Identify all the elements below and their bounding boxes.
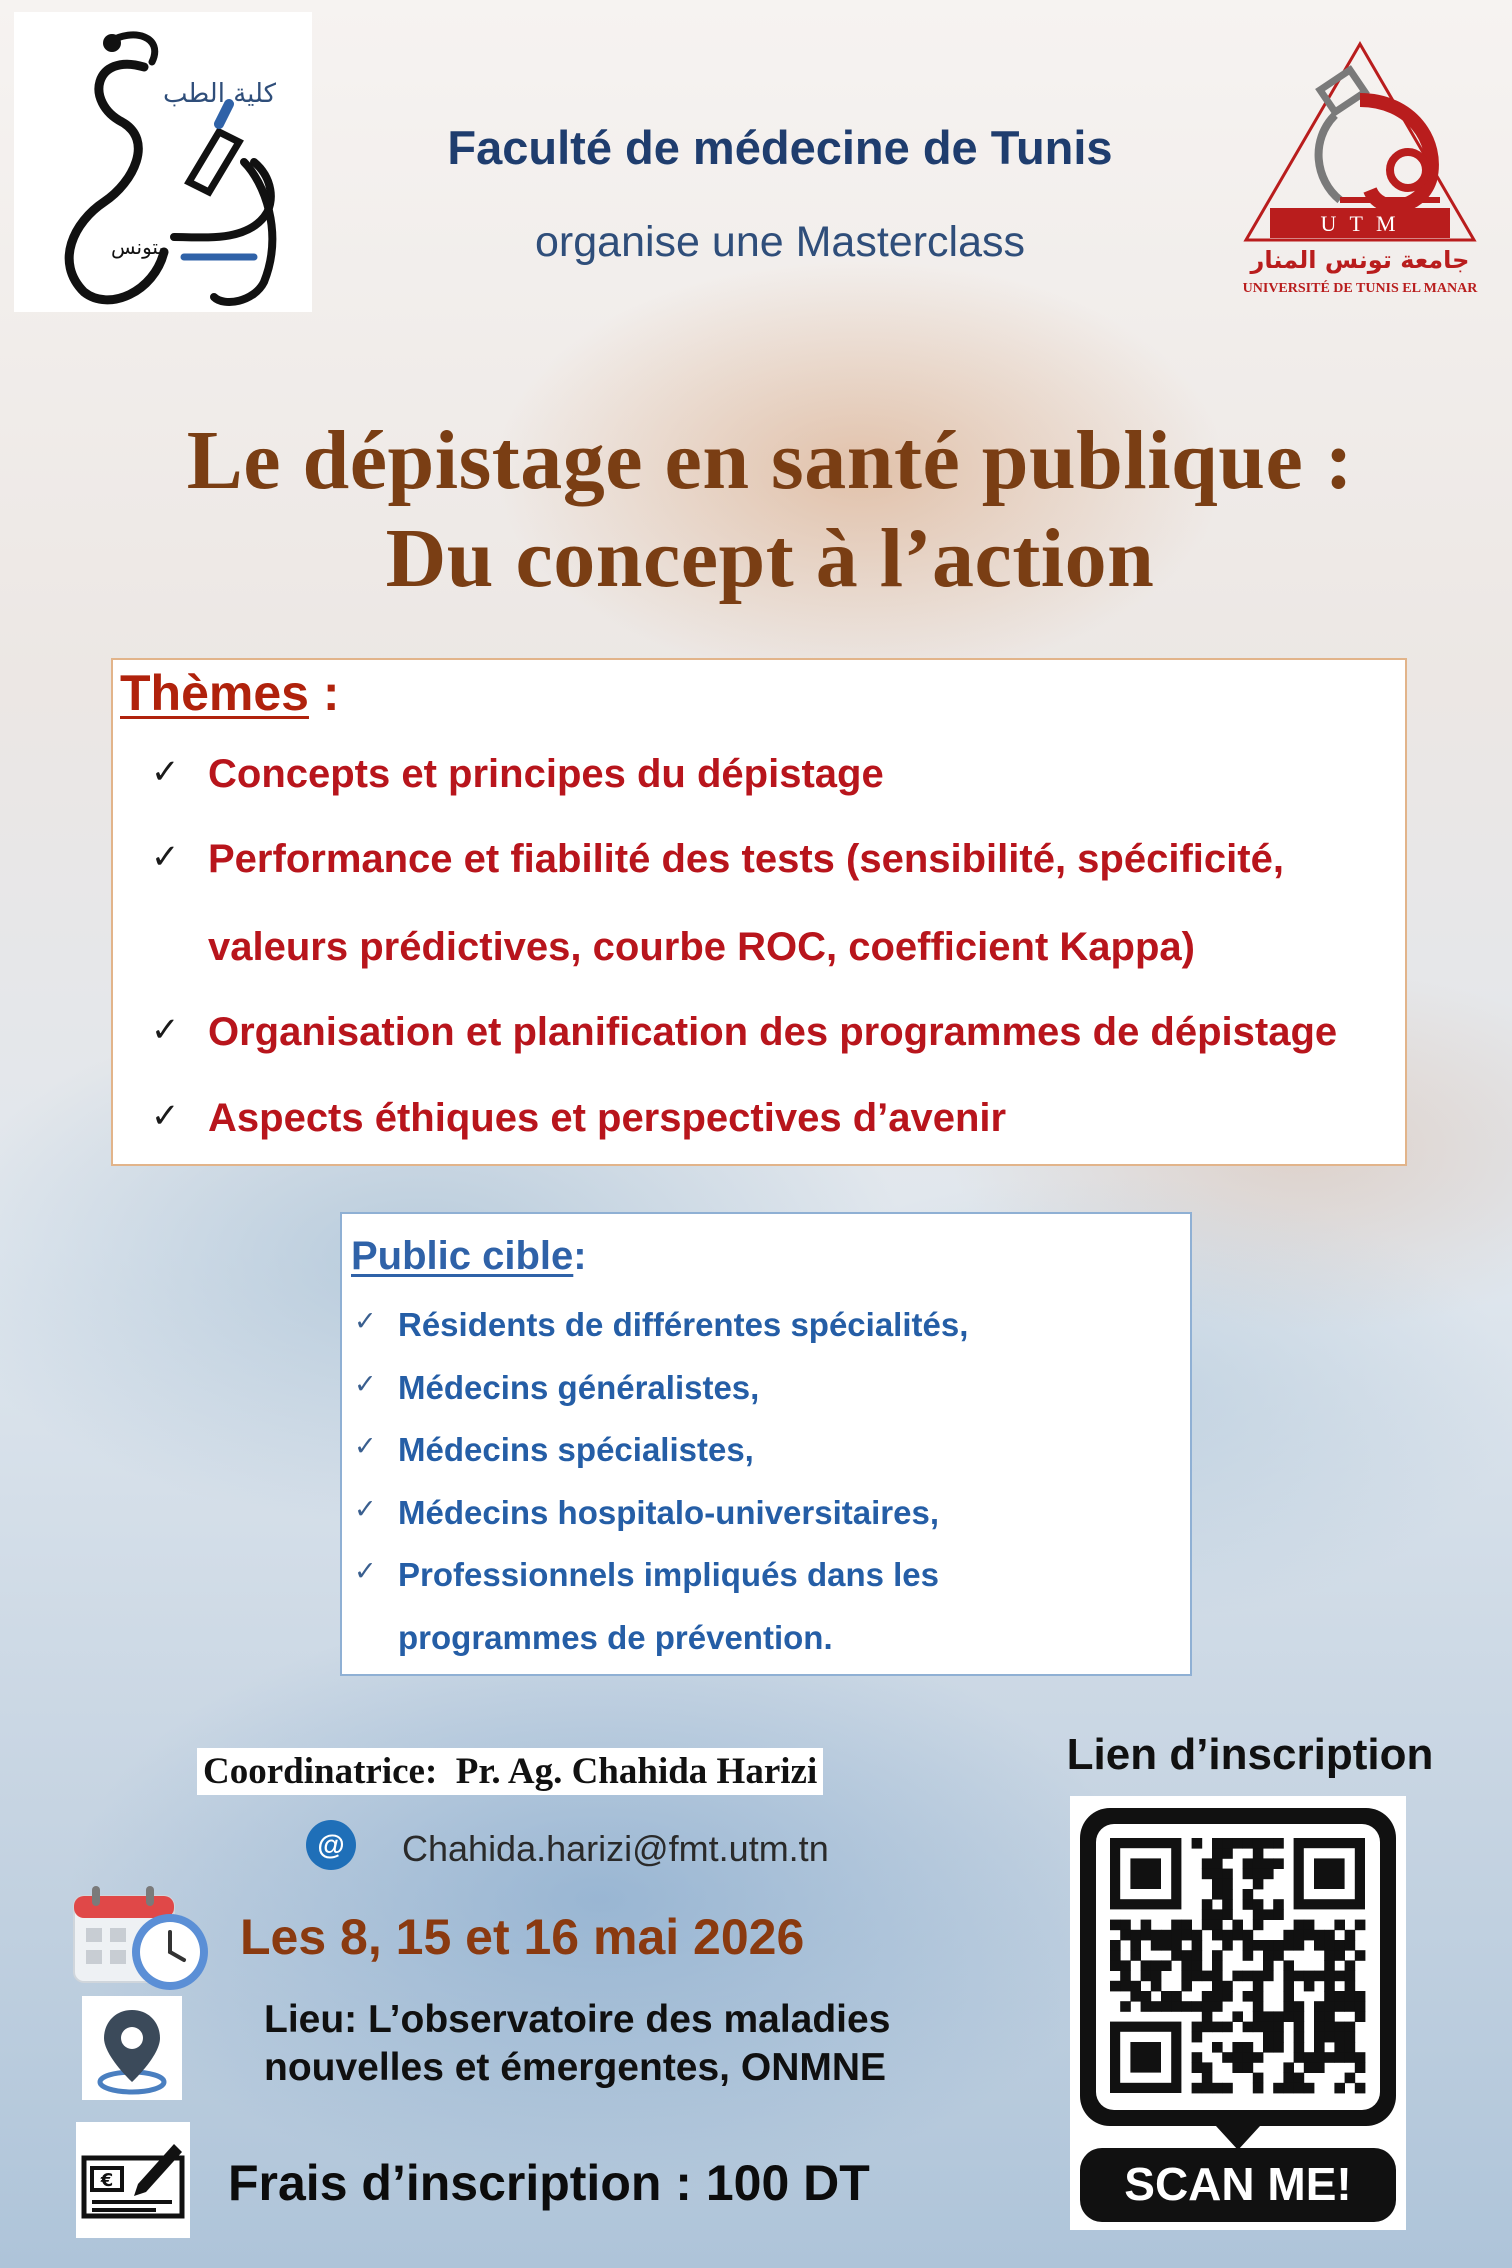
- public-item-text: Médecins spécialistes,: [398, 1431, 754, 1468]
- check-icon: ✓: [151, 1097, 180, 1135]
- coordinator: Coordinatrice: Pr. Ag. Chahida Harizi: [197, 1748, 823, 1795]
- public-heading-suffix: :: [573, 1234, 587, 1278]
- qr-code-frame[interactable]: [1070, 1796, 1406, 2230]
- title-line-2: Du concept à l’action: [385, 512, 1155, 605]
- utm-logo: [1240, 30, 1480, 300]
- faculty-logo-arabic-1: كلية الطب: [162, 79, 276, 109]
- check-icon: ✓: [151, 1011, 180, 1049]
- theme-item-text: Organisation et planification des programmes de dépistage: [208, 1010, 1338, 1054]
- location-pin-icon: [82, 1996, 182, 2100]
- check-icon: ✓: [354, 1556, 377, 1586]
- venue-line-1: Lieu: L’observatoire des maladies: [264, 1998, 891, 2041]
- event-dates: Les 8, 15 et 16 mai 2026: [240, 1909, 805, 1965]
- check-icon: ✓: [354, 1306, 377, 1336]
- themes-heading: [120, 664, 340, 722]
- public-item-text: Professionnels impliqués dans les: [398, 1556, 940, 1593]
- theme-item-text: Performance et fiabilité des tests (sensibilité, spécificité,: [208, 837, 1284, 881]
- masterclass-subtitle: organise une Masterclass: [535, 218, 1025, 266]
- utm-logo-letters: U T M: [1320, 211, 1400, 236]
- title-line-1: Le dépistage en santé publique :: [186, 414, 1354, 507]
- theme-item-text: valeurs prédictives, courbe ROC, coefficient Kappa): [208, 925, 1195, 969]
- check-icon: ✓: [151, 838, 180, 876]
- faculty-logo-arabic-2: بتونس: [111, 235, 164, 259]
- qr-code-icon[interactable]: [1070, 1796, 1406, 2230]
- check-icon: ✓: [354, 1369, 377, 1399]
- venue-line-2: nouvelles et émergentes, ONMNE: [264, 2046, 887, 2089]
- registration-label: Lien d’inscription: [1066, 1730, 1434, 1779]
- email-icon: @: [306, 1820, 356, 1870]
- public-item-text: Médecins généralistes,: [398, 1369, 760, 1406]
- calendar-clock-icon: [70, 1882, 210, 1994]
- public-item-text: Résidents de différentes spécialités,: [398, 1306, 969, 1343]
- utm-logo-latin: UNIVERSITÉ DE TUNIS EL MANAR: [1242, 281, 1478, 296]
- faculty-logo: [14, 12, 312, 312]
- utm-logo-graphic: [1240, 30, 1480, 300]
- venue: [264, 1996, 1024, 2092]
- themes-box: [111, 658, 1407, 1166]
- scan-me-text: SCAN ME!: [1124, 2158, 1352, 2210]
- public-heading-label: Public cible: [351, 1234, 574, 1278]
- check-icon: ✓: [151, 753, 180, 791]
- faculty-name: Faculté de médecine de Tunis: [447, 121, 1113, 174]
- check-icon: ✓: [354, 1494, 377, 1524]
- utm-logo-arabic: جامعة تونس المنار: [1250, 246, 1470, 274]
- registration-fees: Frais d’inscription : 100 DT: [228, 2155, 870, 2211]
- public-heading: [351, 1234, 587, 1279]
- euro-cheque-icon: [76, 2122, 190, 2238]
- svg-text:€: €: [100, 2170, 114, 2191]
- faculty-logo-graphic: [14, 12, 312, 312]
- public-item-text: Médecins hospitalo-universitaires,: [398, 1494, 939, 1531]
- public-item-text: programmes de prévention.: [398, 1619, 833, 1656]
- theme-item-text: Concepts et principes du dépistage: [208, 752, 884, 796]
- themes-heading-suffix: :: [308, 665, 340, 721]
- theme-item-text: Aspects éthiques et perspectives d’avenir: [208, 1096, 1007, 1140]
- themes-heading-label: Thèmes: [120, 665, 309, 721]
- check-icon: ✓: [354, 1431, 377, 1461]
- coordinator-email[interactable]: Chahida.harizi@fmt.utm.tn: [402, 1828, 829, 1869]
